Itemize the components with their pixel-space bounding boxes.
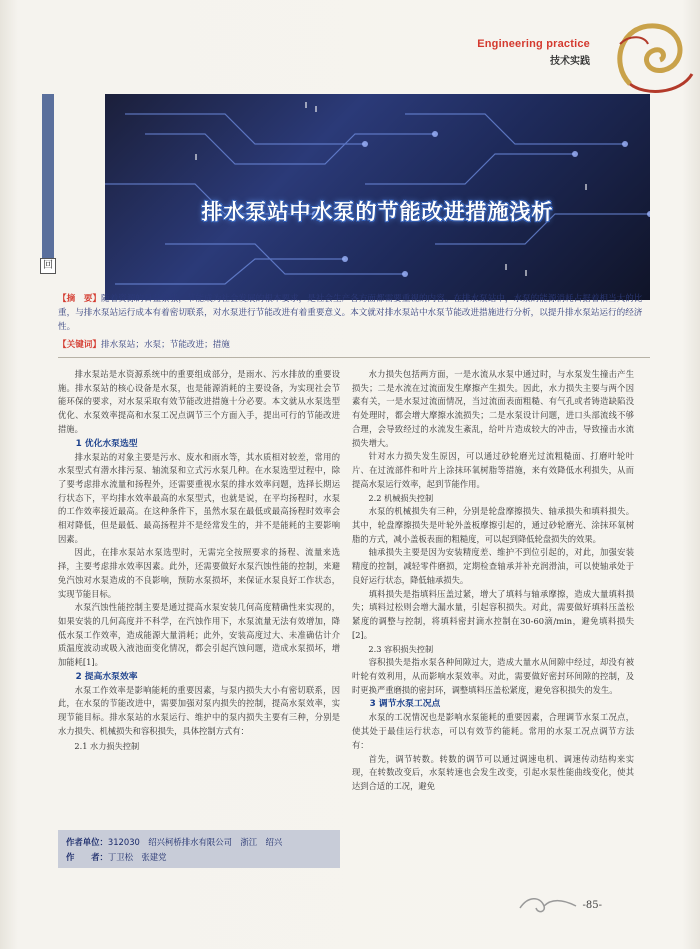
header-english: Engineering practice — [477, 38, 590, 50]
abstract-label: 【摘 要】 — [58, 294, 101, 304]
section-heading: 3 调节水泵工况点 — [369, 699, 441, 710]
keywords — [58, 338, 230, 350]
paragraph: 排水泵站是水资源系统中的重要组成部分，是雨水、污水排放的重要设施。排水泵站的核心设备是水泵，也是能源消耗的主要设备，为实现社会节能环保的要求，对水泵采取有效节能改进措施十分必要。本文就从水泵选型优化、水泵效率提高和水泵工况点调节三个方面入手，提出可行的节能改进措施。 — [58, 369, 340, 434]
subsection-heading: 2.1 水力损失控制 — [74, 740, 140, 751]
paragraph: 轴承损失主要是因为安装精度差、维护不到位引起的，对此，加强安装精度的控制，减轻零件磨损，定期检查轴承并补充润滑油，可以使轴承处于良好运行状态，降低轴承损失。 — [352, 547, 634, 585]
subsection-heading: 2.3 容积损失控制 — [368, 644, 434, 655]
author-names-label: 作 者： — [66, 852, 108, 862]
divider — [58, 357, 650, 358]
paragraph: 填料损失是指填料压盖过紧，增大了填料与轴承摩擦，造成大量填料损失；填料过松则会增大漏水量，引起容积损失。对此，需要做好填料压盖松紧度的调整与控制，将填料密封滴水控制在30-60滴/min，避免填料损失[2]。 — [352, 588, 634, 640]
keywords-label: 【关键词】 — [58, 340, 101, 350]
paragraph: 因此，在排水泵站水泵选型时，无需完全按照要求的扬程、流量来选择，主要考虑排水效率因素。此外，还需要做好水泵汽蚀性能的控制，来避免汽蚀对水泵造成的不良影响，预防水泵损坏，来保证水泵良好工作状态，实现节能目标。 — [58, 547, 340, 599]
side-accent-bar — [42, 94, 54, 266]
article-marker-icon: 回 — [40, 258, 56, 274]
author-info-box — [58, 830, 340, 868]
abstract — [58, 292, 650, 334]
header-chinese: 技术实践 — [550, 56, 590, 67]
paragraph: 水泵汽蚀性能控制主要是通过提高水泵安装几何高度精确性来实现的，如果安装的几何高度并不科学，在汽蚀作用下，水泵流量无法有效增加，降低水泵工作效率，造成能源大量消耗；此外，安装高度过大、未准确估计介质温度波动或吸入液池面变化情况，都会引起汽蚀问题，造成水泵损坏，增加能耗[1]。 — [58, 602, 340, 668]
page-flourish-icon — [518, 894, 578, 916]
paragraph: 水力损失包括两方面，一是水流从水泵中通过时，与水泵发生撞击产生损失；二是水流在过流面发生摩擦产生损失。因此，水力损失主要与两个因素有关，一是水泵过流面情况，当过流面表面粗糙、有气孔或者铸造缺陷没有处理时，都会增大摩擦水流损失；二是水泵设计问题，进口头部流线不够合理，会导致经过的水流发生紊乱，给叶片造成较大的冲击，导致撞击水流损失增大。 — [352, 369, 634, 448]
abstract-text: 随着资源的日益紧张，节能成为社会发展的根本要求，是社会生产各方面都需要重视的内容。在排水泵站中，水泵的能源消耗占据着相当大的比重，与排水泵站运行成本有着密切联系，对水泵进行节能改进有着重要意义。本文就对排水泵站中水泵节能改进措施进行分析，以提升排水泵站运行的经济性。 — [58, 294, 643, 332]
paragraph: 针对水力损失发生原因，可以通过砂轮磨光过流粗糙面、打磨叶轮叶片、在过流部件和叶片上涂抹环氧树脂等措施，来有效降低水利损失，从而提高水泵运行效率，起到节能作用。 — [352, 451, 634, 489]
author-unit-label: 作者单位： — [66, 837, 108, 847]
article-title: 排水泵站中水泵的节能改进措施浅析 — [201, 200, 554, 224]
left-column — [58, 368, 340, 753]
subsection-heading: 2.2 机械损失控制 — [368, 493, 434, 504]
author-unit: 312030 绍兴柯桥排水有限公司 浙江 绍兴 — [107, 837, 283, 847]
paragraph: 水泵的工况情况也是影响水泵能耗的重要因素，合理调节水泵工况点，使其处于最佳运行状态，可以有效节约能耗。常用的水泵工况点调节方法有： — [352, 712, 634, 750]
paragraph: 水泵的机械损失有三种，分别是轮盘摩擦损失、轴承损失和填料损失。其中，轮盘摩擦损失是叶轮外盖板摩擦引起的，通过砂轮磨光、涂抹环氧树脂的方式，减小盖板表面的粗糙度，可以起到降低轮盘损失的效果。 — [352, 506, 634, 544]
paragraph: 排水泵站的对象主要是污水、废水和雨水等，其水质相对较差，常用的水泵型式有潜水排污泵、轴流泵和立式污水泵几种。在水泵选型过程中，除了要考虑排水流量和扬程外，还需要重视水泵的排水效率问题，选择长期运行状态下，平均排水效率最高的水泵型式，也就是说，在平均扬程时，水泵的工作效率接近最高。在这种条件下，虽然水泵在最低或最高扬程时效率会相对降低，但是最低、最高扬程并不是经常发生的，并不是能耗的主要影响因素。 — [58, 451, 340, 544]
swirl-ornament-icon — [600, 14, 696, 98]
paragraph: 首先，调节转数。转数的调节可以通过调速电机、调速传动结构来实现，在转数改变后，水泵转速也会发生改变，引起水泵性能曲线变化，使其达到合适的工况，避免 — [352, 753, 634, 791]
keywords-text: 排水泵站；水泵；节能改进；措施 — [100, 340, 230, 350]
paragraph: 容积损失是指水泵各种间隙过大，造成大量水从间隙中经过，却没有被叶轮有效利用，从而影响水泵效率。对此，需要做好密封环间隙的控制，及时更换严重磨损的密封环，调整填料压盖松紧度，避免容积损失的发生。 — [352, 657, 634, 695]
paragraph: 水泵工作效率是影响能耗的重要因素，与泵内损失大小有密切联系，因此，在水泵的节能改进中，需要加强对泵内损失的控制，提高水泵效率，实现节能目标。排水泵站的水泵运行、维护中的泵内损失主要有三种，分别是水力损失、机械损失和容积损失，具体控制方式有： — [58, 684, 340, 736]
right-column — [352, 368, 634, 794]
author-names: 丁卫松 张建党 — [107, 852, 167, 862]
page-number: -85- — [582, 900, 602, 911]
title-banner — [105, 94, 650, 300]
section-heading: 2 提高水泵效率 — [75, 671, 138, 682]
section-heading: 1 优化水泵选型 — [75, 438, 138, 449]
